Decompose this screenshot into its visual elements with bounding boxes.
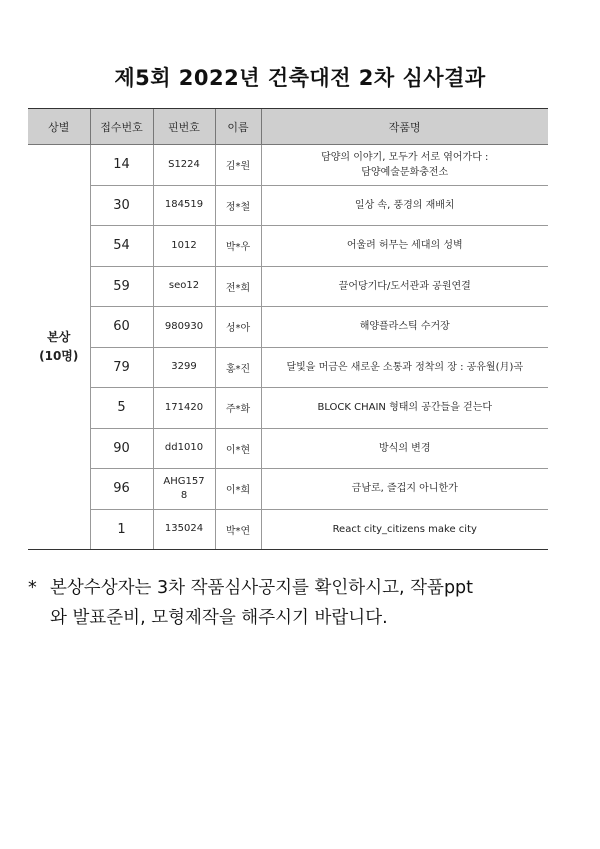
header-work-title: 작품명: [261, 109, 548, 145]
work-title-cell: 해양플라스틱 수거장: [261, 307, 548, 348]
work-title-cell: 달빛을 머금은 새로운 소통과 정착의 장 : 공유월(月)곡: [261, 347, 548, 388]
award-cell: [28, 145, 90, 550]
pin-number-cell: S1224: [153, 145, 215, 186]
receipt-number-cell: 59: [90, 266, 153, 307]
award-count: (10명): [39, 349, 79, 363]
table-row: [28, 307, 548, 348]
notice-marker: *: [28, 578, 37, 598]
pin-number-cell: 3299: [153, 347, 215, 388]
receipt-number-cell: 30: [90, 185, 153, 226]
pin-number-cell: 135024: [153, 509, 215, 550]
name-cell: 주*화: [215, 388, 261, 429]
notice: [28, 573, 568, 633]
table-row: [28, 469, 548, 510]
receipt-number-cell: 96: [90, 469, 153, 510]
receipt-number-cell: 60: [90, 307, 153, 348]
header-receipt-number: 접수번호: [90, 109, 153, 145]
pin-number-cell: 184519: [153, 185, 215, 226]
work-title-cell: 방식의 변경: [261, 428, 548, 469]
table-row: [28, 145, 548, 186]
name-cell: 이*현: [215, 428, 261, 469]
receipt-number-cell: 5: [90, 388, 153, 429]
table-row: [28, 509, 548, 550]
work-title-cell: 어울려 허무는 세대의 성벽: [261, 226, 548, 267]
notice-line-2: 와 발표준비, 모형제작을 해주시기 바랍니다.: [50, 608, 388, 628]
work-title-cell: 끌어당기다/도서관과 공원연결: [261, 266, 548, 307]
table-row: [28, 266, 548, 307]
header-pin-number: 핀번호: [153, 109, 215, 145]
table-body: [28, 145, 548, 550]
name-cell: 정*철: [215, 185, 261, 226]
table-row: [28, 185, 548, 226]
receipt-number-cell: 79: [90, 347, 153, 388]
results-table: [28, 108, 548, 550]
name-cell: 홍*진: [215, 347, 261, 388]
pin-number-cell: seo12: [153, 266, 215, 307]
work-title-cell: 담양의 이야기, 모두가 서로 엮어가다 : 담양예술문화충전소: [261, 145, 548, 186]
pin-number-cell: 980930: [153, 307, 215, 348]
page-title: 제5회 2022년 건축대전 2차 심사결과: [114, 66, 486, 90]
work-title-cell: BLOCK CHAIN 형태의 공간들을 걷는다: [261, 388, 548, 429]
name-cell: 이*희: [215, 469, 261, 510]
receipt-number-cell: 14: [90, 145, 153, 186]
notice-line-1: 본상수상자는 3차 작품심사공지를 확인하시고, 작품ppt: [50, 578, 474, 598]
pin-number-cell: AHG157 8: [153, 469, 215, 510]
work-title-cell: 금남로, 즐겁지 아니한가: [261, 469, 548, 510]
work-title-cell: React city_citizens make city: [261, 509, 548, 550]
pin-number-cell: 171420: [153, 388, 215, 429]
name-cell: 박*연: [215, 509, 261, 550]
table-row: [28, 226, 548, 267]
header-name: 이름: [215, 109, 261, 145]
name-cell: 김*원: [215, 145, 261, 186]
work-title-cell: 일상 속, 풍경의 재배치: [261, 185, 548, 226]
name-cell: 성*아: [215, 307, 261, 348]
table-row: [28, 428, 548, 469]
receipt-number-cell: 90: [90, 428, 153, 469]
table-header-row: [28, 109, 548, 145]
name-cell: 전*희: [215, 266, 261, 307]
award-label: 본상: [47, 330, 71, 344]
pin-number-cell: dd1010: [153, 428, 215, 469]
header-award: 상별: [28, 109, 90, 145]
receipt-number-cell: 54: [90, 226, 153, 267]
receipt-number-cell: 1: [90, 509, 153, 550]
pin-number-cell: 1012: [153, 226, 215, 267]
table-row: [28, 347, 548, 388]
name-cell: 박*우: [215, 226, 261, 267]
table-row: [28, 388, 548, 429]
